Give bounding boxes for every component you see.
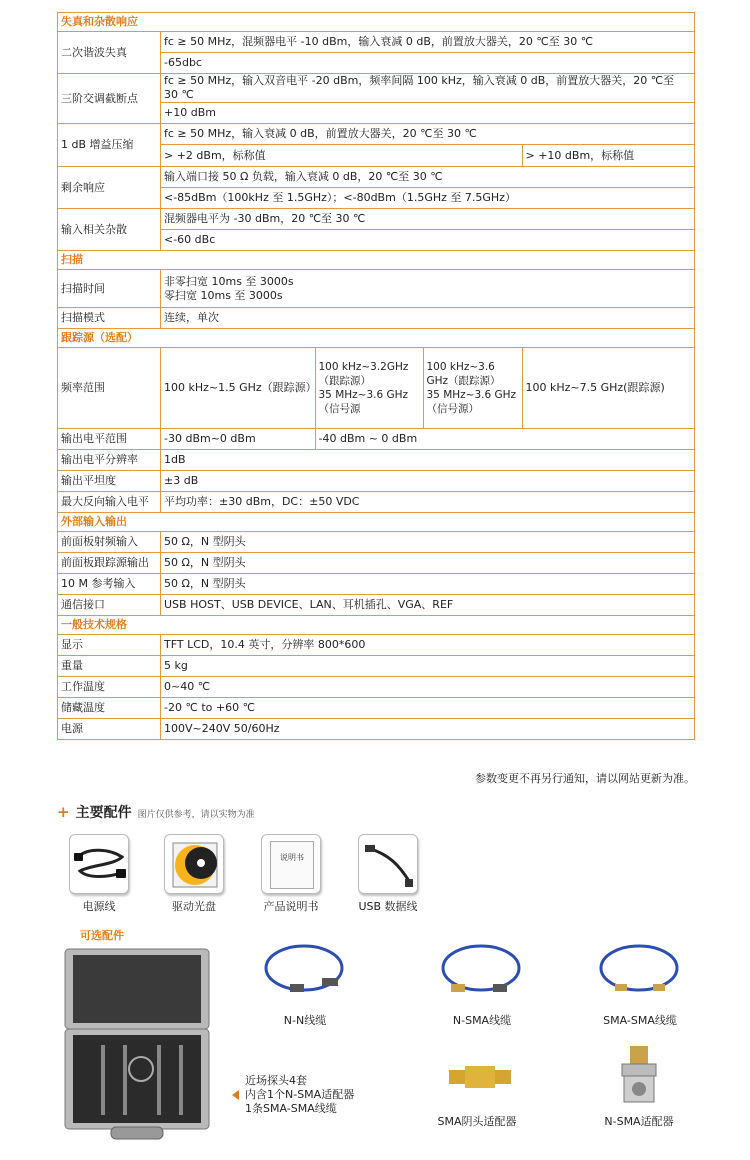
manual-thumbnail bbox=[261, 834, 321, 894]
value-sweep-time bbox=[161, 270, 695, 308]
sweep-time-zero: 零扫宽 10ms 至 3000s bbox=[164, 288, 283, 302]
caption-power-cord: 电源线 bbox=[82, 900, 116, 913]
caption-driver-disc: 驱动光盘 bbox=[172, 900, 216, 913]
plus-icon: + bbox=[57, 803, 70, 821]
value-sweep-mode: 连续，单次 bbox=[161, 308, 695, 329]
adapter-icon bbox=[616, 1044, 662, 1104]
coax-cable-icon bbox=[437, 940, 527, 1000]
freq-range-1: 100 kHz~1.5 GHz（跟踪源） bbox=[164, 381, 317, 394]
value-comm: USB HOST、USB DEVICE、LAN、耳机插孔、VGA、REF bbox=[161, 595, 695, 616]
label-storage-temp: 储藏温度 bbox=[58, 698, 161, 719]
caption-n-sma-adapter: N-SMA适配器 bbox=[604, 1115, 674, 1128]
accessories-subtitle: 图片仅供参考，请以实物为准 bbox=[137, 810, 255, 820]
cond-compression: fc ≥ 50 MHz，输入衰减 0 dB，前置放大器关，20 ℃至 30 ℃ bbox=[161, 124, 695, 145]
label-compression: 1 dB 增益压缩 bbox=[58, 124, 161, 167]
usb-cable-icon bbox=[359, 835, 418, 894]
power-cord-thumbnail bbox=[69, 834, 129, 894]
notice-text: 参数变更不再另行通知，请以网站更新为准。 bbox=[475, 772, 695, 785]
value-display: TFT LCD，10.4 英寸，分辨率 800*600 bbox=[161, 635, 695, 656]
cond-spurious: 混频器电平为 -30 dBm，20 ℃至 30 ℃ bbox=[161, 209, 695, 230]
arrow-left-icon bbox=[232, 1090, 239, 1100]
case-line-3: 1条SMA-SMA线缆 bbox=[245, 1102, 337, 1115]
spec-table bbox=[57, 12, 695, 740]
freq-range-3 bbox=[423, 348, 522, 428]
label-tg-output: 前面板跟踪源输出 bbox=[58, 553, 161, 574]
freq-range-3-signal: 35 MHz~3.6 GHz（信号源） bbox=[426, 389, 517, 415]
compression-values bbox=[161, 145, 695, 167]
driver-disc-thumbnail bbox=[164, 834, 224, 894]
label-freq-range: 频率范围 bbox=[58, 348, 161, 429]
sma-sma-cable-image bbox=[595, 940, 685, 1000]
label-display: 显示 bbox=[58, 635, 161, 656]
value-weight: 5 kg bbox=[161, 656, 695, 677]
value-op-temp: 0~40 ℃ bbox=[161, 677, 695, 698]
caption-usb-cable: USB 数据线 bbox=[358, 900, 418, 913]
caption-sma-sma-cable: SMA-SMA线缆 bbox=[603, 1014, 677, 1027]
section-tracking: 跟踪源（选配） bbox=[58, 329, 695, 348]
value-storage-temp: -20 ℃ to +60 ℃ bbox=[161, 698, 695, 719]
label-spurious: 输入相关杂散 bbox=[58, 209, 161, 251]
section-io: 外部输入输出 bbox=[58, 513, 695, 532]
probe-case-image bbox=[63, 945, 211, 1145]
value-level-resolution: 1dB bbox=[161, 450, 695, 471]
label-ref-input: 10 M 参考输入 bbox=[58, 574, 161, 595]
accessories-title: 主要配件 bbox=[75, 805, 132, 821]
output-level-1: -30 dBm~0 dBm bbox=[164, 432, 256, 445]
label-rf-input: 前面板射频输入 bbox=[58, 532, 161, 553]
n-n-cable-image bbox=[260, 940, 350, 1000]
coax-cable-icon bbox=[595, 940, 685, 1000]
label-flatness: 输出平坦度 bbox=[58, 471, 161, 492]
freq-range-3-tracking: 100 kHz~3.6 GHz（跟踪源） bbox=[426, 361, 501, 387]
probe-case-icon bbox=[63, 945, 211, 1145]
freq-range-2-signal: 35 MHz~3.6 GHz（信号源 bbox=[318, 389, 409, 415]
value-spurious: <-60 dBc bbox=[161, 230, 695, 251]
sma-adapter-image bbox=[445, 1056, 515, 1096]
label-sweep-time: 扫描时间 bbox=[58, 270, 161, 308]
case-line-1: 近场探头4套 bbox=[245, 1074, 307, 1087]
label-reverse-level: 最大反向输入电平 bbox=[58, 492, 161, 513]
value-toi: +10 dBm bbox=[161, 103, 695, 124]
n-sma-cable-image bbox=[437, 940, 527, 1000]
label-output-level: 输出电平范围 bbox=[58, 429, 161, 450]
value-ref-input: 50 Ω，N 型阴头 bbox=[161, 574, 695, 595]
freq-range-values bbox=[161, 348, 695, 429]
value-compression-a: > +2 dBm，标称值 bbox=[164, 148, 266, 162]
value-reverse-level: 平均功率：±30 dBm，DC：±50 VDC bbox=[161, 492, 695, 513]
label-op-temp: 工作温度 bbox=[58, 677, 161, 698]
freq-range-2 bbox=[315, 348, 423, 428]
disc-icon bbox=[165, 835, 224, 894]
optional-title: 可选配件 bbox=[80, 929, 124, 942]
caption-n-n-cable: N-N线缆 bbox=[283, 1014, 327, 1027]
caption-manual: 产品说明书 bbox=[263, 900, 319, 913]
case-line-2: 内含1个N-SMA适配器 bbox=[245, 1088, 355, 1101]
power-cord-icon bbox=[70, 835, 129, 894]
manual-cover bbox=[270, 841, 314, 889]
label-toi: 三阶交调截断点 bbox=[58, 74, 161, 124]
cond-second-harmonic: fc ≥ 50 MHz，混频器电平 -10 dBm，输入衰减 0 dB，前置放大器关，20 ℃至 30 ℃ bbox=[161, 32, 695, 53]
label-level-resolution: 输出电平分辨率 bbox=[58, 450, 161, 471]
coax-cable-icon bbox=[260, 940, 350, 1000]
n-sma-adapter-image bbox=[616, 1044, 662, 1104]
section-general: 一般技术规格 bbox=[58, 616, 695, 635]
manual-cover-title: 说明书 bbox=[280, 853, 304, 862]
section-sweep: 扫描 bbox=[58, 251, 695, 270]
freq-range-4: 100 kHz~7.5 GHz(跟踪源) bbox=[522, 348, 694, 428]
label-comm: 通信接口 bbox=[58, 595, 161, 616]
label-sweep-mode: 扫描模式 bbox=[58, 308, 161, 329]
output-level-2: -40 dBm ~ 0 dBm bbox=[315, 429, 694, 449]
freq-range-2-tracking: 100 kHz~3.2GHz（跟踪源） bbox=[318, 361, 409, 387]
value-residual: <-85dBm（100kHz 至 1.5GHz）；<-80dBm（1.5GHz 至 7.5GHz） bbox=[161, 188, 695, 209]
caption-n-sma-cable: N-SMA线缆 bbox=[452, 1014, 512, 1027]
section-distortion: 失真和杂散响应 bbox=[58, 13, 695, 32]
probe-case-description bbox=[245, 1074, 354, 1116]
value-compression-b: > +10 dBm，标称值 bbox=[522, 145, 694, 166]
value-flatness: ±3 dB bbox=[161, 471, 695, 492]
value-tg-output: 50 Ω，N 型阴头 bbox=[161, 553, 695, 574]
label-weight: 重量 bbox=[58, 656, 161, 677]
label-power: 电源 bbox=[58, 719, 161, 740]
usb-cable-thumbnail bbox=[358, 834, 418, 894]
cond-toi: fc ≥ 50 MHz，输入双音电平 -20 dBm，频率间隔 100 kHz，输入衰减 0 dB，前置放大器关，20 ℃至 30 ℃ bbox=[161, 74, 695, 103]
adapter-icon bbox=[445, 1056, 515, 1096]
label-residual: 剩余响应 bbox=[58, 167, 161, 209]
value-second-harmonic: -65dbc bbox=[161, 53, 695, 74]
caption-sma-adapter: SMA阴头适配器 bbox=[437, 1115, 517, 1128]
value-rf-input: 50 Ω，N 型阴头 bbox=[161, 532, 695, 553]
output-level-values bbox=[161, 429, 695, 450]
sweep-time-nonzero: 非零扫宽 10ms 至 3000s bbox=[164, 274, 294, 288]
value-power: 100V~240V 50/60Hz bbox=[161, 719, 695, 740]
label-second-harmonic: 二次谐波失真 bbox=[58, 32, 161, 74]
accessories-heading bbox=[57, 802, 255, 822]
cond-residual: 输入端口接 50 Ω 负载，输入衰减 0 dB，20 ℃至 30 ℃ bbox=[161, 167, 695, 188]
